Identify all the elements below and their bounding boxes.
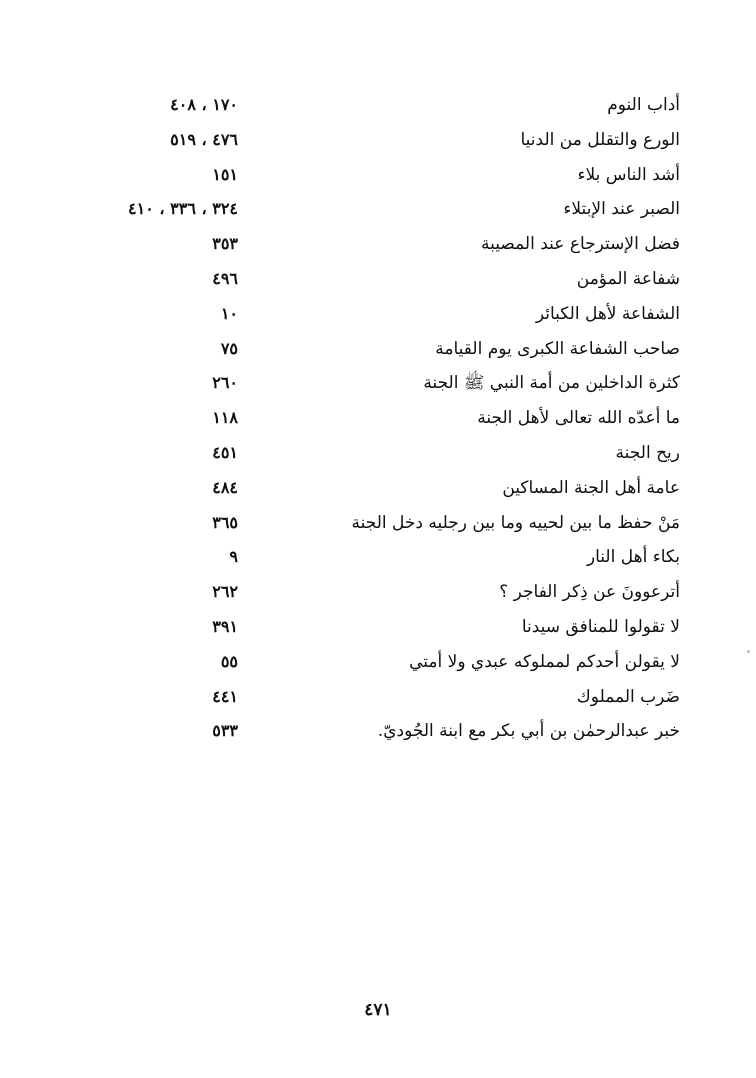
entry-title: صاحب الشفاعة الكبرى يوم القيامة xyxy=(435,338,680,359)
entry-page-refs: ٩ xyxy=(229,547,238,567)
index-entry xyxy=(60,436,680,471)
entry-title: فضل الإسترجاع عند المصيبة xyxy=(480,234,680,255)
entry-page-refs: ٤٥١ xyxy=(212,442,238,462)
entry-title: الشفاعة لأهل الكبائر xyxy=(535,303,680,324)
entry-page-refs: ٢٦٢ xyxy=(212,582,238,602)
entry-title: أداب النوم xyxy=(607,95,680,115)
entry-title: أشد الناس بلاء xyxy=(577,164,680,185)
entry-title: الورع والتقلل من الدنيا xyxy=(520,129,680,150)
entry-title: كثرة الداخلين من أمة النبي ﷺ الجنة xyxy=(423,373,680,394)
index-entry xyxy=(60,88,680,123)
entry-page-refs: ٤٩٦ xyxy=(212,268,238,288)
index-entry xyxy=(60,262,680,297)
index-entry xyxy=(60,158,680,193)
index-entry xyxy=(60,471,680,506)
entry-page-refs: ٣٥٣ xyxy=(212,234,238,254)
index-entry xyxy=(60,123,680,158)
entry-title: لا يقولن أحدكم لمملوكه عبدي ولا أمتي xyxy=(409,651,680,672)
scan-speck xyxy=(747,650,750,653)
entry-page-refs: ٥٣٣ xyxy=(212,721,238,741)
entry-page-refs: ٢٦٠ xyxy=(212,373,238,393)
entry-page-refs: ١٧٠ ، ٤٠٨ xyxy=(170,95,238,114)
index-entry xyxy=(60,645,680,680)
index-entry xyxy=(60,227,680,262)
entry-title: ريح الجنة xyxy=(615,442,680,463)
entry-page-refs: ٣٩١ xyxy=(212,616,238,636)
entry-title: شفاعة المؤمن xyxy=(576,268,680,289)
entry-title: لا تقولوا للمنافق سيدنا xyxy=(521,616,680,637)
entry-title: عامة أهل الجنة المساكين xyxy=(502,477,680,498)
entry-page-refs: ١٥١ xyxy=(212,164,238,184)
index-entry xyxy=(60,575,680,610)
entry-page-refs: ١٠ xyxy=(220,303,238,323)
index-entry xyxy=(60,297,680,332)
entry-page-refs: ٤٧٦ ، ٥١٩ xyxy=(170,129,238,149)
entry-title: أترعوونَ عن ذِكر الفاجر ؟ xyxy=(499,582,680,603)
subject-index-list xyxy=(60,88,680,749)
index-entry xyxy=(60,506,680,541)
entry-title: ما أعدّه الله تعالى لأهل الجنة xyxy=(477,408,680,429)
entry-page-refs: ١١٨ xyxy=(212,408,238,428)
index-entry xyxy=(60,540,680,575)
page-number: ٤٧١ xyxy=(364,1000,392,1020)
index-entry xyxy=(60,332,680,367)
index-entry xyxy=(60,192,680,227)
entry-page-refs: ٣٦٥ xyxy=(212,512,238,532)
entry-title: خبر عبدالرحمٰن بن أبي بكر مع ابنة الجُوديّ. xyxy=(377,721,680,742)
index-entry xyxy=(60,401,680,436)
index-entry xyxy=(60,610,680,645)
entry-title: ضَرب المملوك xyxy=(576,686,680,707)
entry-page-refs: ٣٢٤ ، ٣٣٦ ، ٤١٠ xyxy=(128,199,238,219)
entry-title: الصبر عند الإبتلاء xyxy=(563,199,680,220)
entry-page-refs: ٥٥ xyxy=(220,651,238,671)
index-entry xyxy=(60,680,680,715)
entry-page-refs: ٤٤١ xyxy=(212,686,238,706)
entry-title: مَنْ حفظ ما بين لحييه وما بين رجليه دخل الجنة xyxy=(351,512,680,533)
entry-page-refs: ٧٥ xyxy=(220,338,238,358)
index-entry xyxy=(60,366,680,401)
entry-title: بكاء أهل النار xyxy=(586,547,680,568)
entry-page-refs: ٤٨٤ xyxy=(212,477,238,497)
index-entry xyxy=(60,714,680,749)
